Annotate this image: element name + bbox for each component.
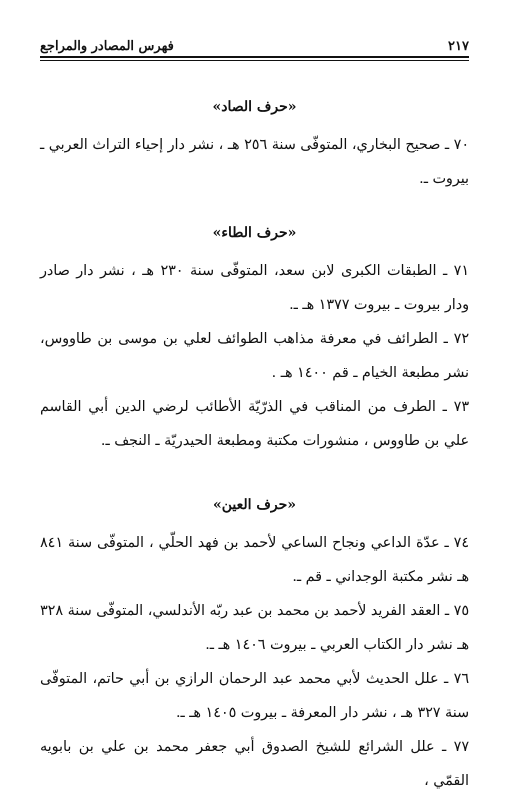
running-header — [40, 34, 469, 54]
running-title: فهرس المصادر والمراجع — [40, 39, 174, 54]
section-ayn — [40, 494, 469, 798]
entry-72: ٧٢ ـ الطرائف في معرفة مذاهب الطوائف لعلي بن موسى بن طاووس، نشر مطبعة الخيام ـ قم ١٤٠٠ هـ . — [40, 331, 469, 381]
section-sad — [40, 96, 469, 196]
section-title: «حرف العين» — [212, 497, 297, 513]
entry-73: ٧٣ ـ الطرف من المناقب في الذرّيّة الأطائب لرضي الدين أبي القاسم علي بن طاووس ، منشورات مكتبة ومطبعة الحيدريّة ـ النجف ـ. — [40, 399, 469, 449]
section-ta — [40, 222, 469, 458]
header-rule-thin — [40, 60, 469, 61]
entry-75: ٧٥ ـ العقد الفريد لأحمد بن محمد بن عبد ربّه الأندلسي، المتوفّى سنة ٣٢٨ هـ نشر دار الكتاب العربي ـ بيروت ١٤٠٦ هـ ـ. — [40, 603, 469, 653]
page-body — [40, 96, 469, 798]
header-rule-thick — [40, 56, 469, 58]
section-title: «حرف الصاد» — [212, 99, 297, 115]
page-number: ٢١٧ — [448, 39, 469, 54]
section-title: «حرف الطاء» — [212, 225, 297, 241]
entry-77: ٧٧ ـ علل الشرائع للشيخ الصدوق أبي جعفر محمد بن علي بن بابويه القمّي ، — [40, 739, 469, 789]
entry-71: ٧١ ـ الطبقات الكبرى لابن سعد، المتوفّى سنة ٢٣٠ هـ ، نشر دار صادر ودار بيروت ـ بيروت ١٣٧٧ هـ ـ. — [40, 263, 470, 313]
entry-76: ٧٦ ـ علل الحديث لأبي محمد عبد الرحمان الرازي بن أبي حاتم، المتوفّى سنة ٣٢٧ هـ ، نشر دار المعرفة ـ بيروت ١٤٠٥ هـ ـ. — [40, 671, 469, 721]
entry-70: ٧٠ ـ صحيح البخاري، المتوفّى سنة ٢٥٦ هـ ، نشر دار إحياء التراث العربي ـ بيروت ـ. — [40, 137, 469, 187]
entry-74: ٧٤ ـ عدّة الداعي ونجاح الساعي لأحمد بن فهد الحلّي ، المتوفّى سنة ٨٤١ هـ نشر مكتبة الوجداني ـ قم ـ. — [40, 535, 469, 585]
